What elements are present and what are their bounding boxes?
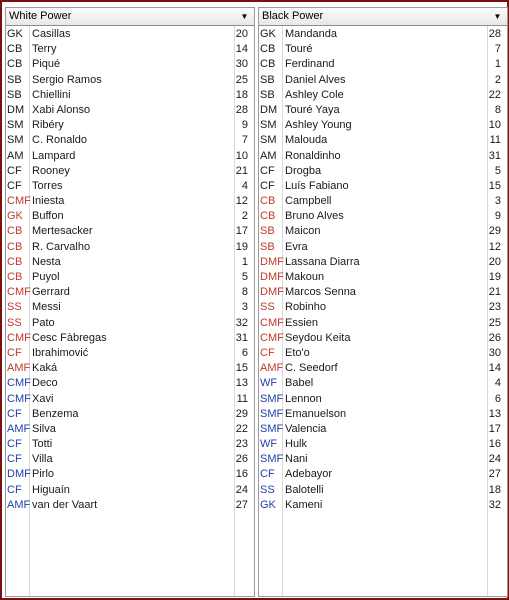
player-name: Puyol	[32, 271, 60, 283]
player-number: 29	[488, 225, 501, 238]
player-position: CB	[260, 210, 276, 223]
player-name: Adebayor	[285, 468, 333, 481]
player-row[interactable]	[259, 149, 507, 164]
player-number: 2	[241, 210, 248, 223]
player-number: 5	[241, 271, 248, 283]
player-row[interactable]	[259, 407, 507, 422]
player-position: CB	[260, 58, 276, 71]
player-position: CF	[260, 346, 275, 359]
player-number: 21	[488, 286, 501, 299]
player-name: Iniesta	[32, 195, 65, 208]
player-row[interactable]	[6, 331, 254, 346]
player-number: 8	[241, 286, 248, 299]
left-player-list	[6, 26, 254, 596]
left-team-label: White Power	[9, 10, 72, 22]
player-name: Pirlo	[32, 468, 55, 481]
player-number: 22	[235, 422, 248, 435]
player-name: Ibrahimović	[32, 346, 89, 359]
player-row[interactable]	[6, 164, 254, 179]
player-position: CF	[7, 407, 22, 420]
player-position: SS	[260, 483, 275, 496]
player-number: 26	[235, 453, 248, 466]
player-name: Lassana Diarra	[285, 255, 360, 268]
player-row[interactable]	[259, 133, 507, 148]
left-team-panel	[5, 7, 255, 597]
player-position: CMF	[7, 331, 31, 344]
player-name: Terry	[32, 43, 57, 56]
player-name: Piqué	[32, 58, 61, 71]
player-number: 13	[235, 377, 248, 390]
player-name: Ashley Cole	[285, 88, 344, 101]
player-row[interactable]	[259, 255, 507, 270]
player-row[interactable]	[6, 133, 254, 148]
player-name: Deco	[32, 377, 58, 390]
player-row[interactable]	[259, 209, 507, 224]
dropdown-arrow-icon[interactable]: ▼	[240, 12, 249, 21]
player-number: 1	[241, 255, 248, 268]
player-position: CB	[7, 225, 23, 238]
player-number: 18	[488, 483, 501, 496]
player-number: 28	[235, 103, 248, 116]
player-name: Evra	[285, 240, 308, 253]
player-row[interactable]	[6, 57, 254, 72]
player-name: Eto'o	[285, 346, 310, 359]
player-position: CMF	[7, 392, 31, 405]
player-position: CMF	[260, 331, 284, 344]
player-row[interactable]	[259, 27, 507, 42]
player-row[interactable]	[6, 270, 254, 285]
player-name: Gerrard	[32, 286, 70, 299]
player-row[interactable]	[259, 118, 507, 133]
player-number: 6	[241, 346, 248, 359]
player-row[interactable]	[6, 73, 254, 88]
player-name: Malouda	[285, 134, 328, 147]
player-name: Touré	[285, 43, 313, 56]
player-number: 22	[488, 88, 501, 101]
player-position: DM	[7, 103, 25, 116]
player-row[interactable]	[6, 194, 254, 209]
player-position: CMF	[260, 316, 284, 329]
player-name: Mandanda	[285, 28, 337, 40]
player-name: Makoun	[285, 271, 325, 283]
player-name: Lennon	[285, 392, 322, 405]
player-name: Xabi Alonso	[32, 103, 91, 116]
player-number: 20	[235, 28, 248, 40]
player-name: Sergio Ramos	[32, 73, 102, 86]
player-number: 17	[235, 225, 248, 238]
player-number: 3	[494, 195, 501, 208]
player-position: SB	[260, 88, 275, 101]
player-row[interactable]	[259, 346, 507, 361]
player-position: SM	[7, 134, 24, 147]
player-number: 30	[235, 58, 248, 71]
player-number: 23	[235, 438, 248, 451]
player-row[interactable]	[259, 331, 507, 346]
player-name: Buffon	[32, 210, 64, 223]
player-number: 8	[494, 103, 501, 116]
player-name: Maicon	[285, 225, 321, 238]
player-row[interactable]	[6, 209, 254, 224]
player-name: Balotelli	[285, 483, 324, 496]
player-row[interactable]	[6, 498, 254, 513]
player-number: 5	[494, 164, 501, 177]
player-position: CF	[7, 453, 22, 466]
player-row[interactable]	[6, 483, 254, 498]
player-row[interactable]	[259, 179, 507, 194]
player-position: CB	[260, 195, 276, 208]
player-position: DMF	[7, 468, 31, 481]
player-name: Villa	[32, 453, 53, 466]
player-number: 25	[235, 73, 248, 86]
player-row[interactable]	[6, 255, 254, 270]
player-name: Silva	[32, 422, 56, 435]
player-position: GK	[7, 210, 23, 223]
player-position: CB	[7, 255, 23, 268]
player-row[interactable]	[6, 103, 254, 118]
player-position: AMF	[260, 362, 284, 375]
player-row[interactable]	[259, 467, 507, 482]
player-row[interactable]	[259, 285, 507, 300]
player-number: 29	[235, 407, 248, 420]
player-number: 23	[488, 301, 501, 314]
player-row[interactable]	[6, 452, 254, 467]
player-name: Mertesacker	[32, 225, 93, 238]
player-row[interactable]	[259, 42, 507, 57]
player-number: 16	[488, 438, 501, 451]
left-team-select[interactable]	[6, 8, 254, 26]
player-number: 13	[488, 407, 501, 420]
player-position: SB	[260, 73, 275, 86]
player-position: SB	[260, 225, 275, 238]
player-number: 1	[494, 58, 501, 71]
player-name: Hulk	[285, 438, 308, 451]
player-position: SS	[7, 301, 22, 314]
player-number: 27	[488, 468, 501, 481]
player-position: SB	[260, 240, 275, 253]
player-number: 2	[494, 73, 501, 86]
player-name: Campbell	[285, 195, 332, 208]
player-number: 15	[488, 179, 501, 192]
player-number: 6	[494, 392, 501, 405]
player-position: GK	[260, 28, 276, 40]
right-player-list	[259, 26, 507, 596]
player-name: Babel	[285, 377, 314, 390]
player-position: CB	[7, 240, 23, 253]
player-position: CF	[260, 468, 275, 481]
player-position: SS	[7, 316, 22, 329]
player-number: 30	[488, 346, 501, 359]
player-position: SB	[7, 88, 22, 101]
player-position: SB	[7, 73, 22, 86]
left-player-rows	[6, 27, 254, 513]
player-row[interactable]	[6, 316, 254, 331]
player-row[interactable]	[259, 361, 507, 376]
player-name: Essien	[285, 316, 319, 329]
player-name: Cesc Fàbregas	[32, 331, 107, 344]
player-name: Xavi	[32, 392, 54, 405]
right-player-rows	[259, 27, 507, 513]
player-row[interactable]	[6, 422, 254, 437]
player-position: AM	[7, 149, 24, 162]
player-position: CF	[7, 164, 22, 177]
player-name: Lampard	[32, 149, 76, 162]
player-position: DM	[260, 103, 278, 116]
player-position: SMF	[260, 392, 284, 405]
player-number: 28	[488, 28, 501, 40]
player-position: CMF	[7, 286, 31, 299]
player-number: 24	[488, 453, 501, 466]
player-name: Marcos Senna	[285, 286, 356, 299]
player-position: CB	[7, 58, 23, 71]
player-name: van der Vaart	[32, 498, 98, 511]
player-position: WF	[260, 377, 278, 390]
player-name: Robinho	[285, 301, 326, 314]
player-number: 19	[488, 271, 501, 283]
player-name: Casillas	[32, 28, 71, 40]
player-row[interactable]	[259, 194, 507, 209]
player-name: Torres	[32, 179, 63, 192]
player-number: 10	[488, 119, 501, 132]
player-number: 32	[235, 316, 248, 329]
player-name: Benzema	[32, 407, 79, 420]
player-position: AMF	[7, 362, 31, 375]
player-number: 16	[235, 468, 248, 481]
player-row[interactable]	[259, 300, 507, 315]
player-row[interactable]	[259, 452, 507, 467]
player-number: 32	[488, 498, 501, 511]
player-position: AM	[260, 149, 277, 162]
player-number: 25	[488, 316, 501, 329]
player-name: Totti	[32, 438, 53, 451]
player-position: SMF	[260, 407, 284, 420]
player-position: CB	[7, 271, 23, 283]
player-name: Seydou Keita	[285, 331, 351, 344]
player-number: 17	[488, 422, 501, 435]
player-row[interactable]	[6, 27, 254, 42]
player-position: AMF	[7, 498, 31, 511]
player-number: 14	[235, 43, 248, 56]
player-name: Drogba	[285, 164, 322, 177]
player-number: 12	[235, 195, 248, 208]
player-position: SMF	[260, 422, 284, 435]
player-number: 24	[235, 483, 248, 496]
player-row[interactable]	[6, 149, 254, 164]
player-name: C. Ronaldo	[32, 134, 88, 147]
player-position: SMF	[260, 453, 284, 466]
player-name: Daniel Alves	[285, 73, 346, 86]
player-name: Kaká	[32, 362, 58, 375]
player-row[interactable]	[259, 88, 507, 103]
player-name: Chiellini	[32, 88, 71, 101]
player-name: Pato	[32, 316, 55, 329]
player-row[interactable]	[259, 392, 507, 407]
player-row[interactable]	[259, 437, 507, 452]
player-row[interactable]	[259, 103, 507, 118]
dropdown-arrow-icon[interactable]: ▼	[493, 12, 502, 21]
player-name: Valencia	[285, 422, 327, 435]
player-row[interactable]	[6, 300, 254, 315]
player-name: Nani	[285, 453, 308, 466]
player-row[interactable]	[6, 346, 254, 361]
player-position: AMF	[7, 422, 31, 435]
player-position: CF	[260, 164, 275, 177]
player-number: 4	[241, 179, 248, 192]
player-row[interactable]	[259, 498, 507, 513]
player-number: 31	[235, 331, 248, 344]
player-position: SS	[260, 301, 275, 314]
player-number: 21	[235, 164, 248, 177]
player-position: SM	[260, 134, 277, 147]
player-number: 12	[488, 240, 501, 253]
player-row[interactable]	[6, 42, 254, 57]
player-number: 11	[236, 392, 248, 405]
player-number: 4	[494, 377, 501, 390]
player-number: 3	[241, 301, 248, 314]
player-position: WF	[260, 438, 278, 451]
player-position: SM	[260, 119, 277, 132]
player-number: 26	[488, 331, 501, 344]
player-row[interactable]	[259, 224, 507, 239]
player-position: CF	[7, 483, 22, 496]
player-name: Emanuelson	[285, 407, 347, 420]
player-position: CF	[7, 438, 22, 451]
player-row[interactable]	[259, 316, 507, 331]
player-position: DMF	[260, 286, 284, 299]
player-name: R. Carvalho	[32, 240, 91, 253]
player-row[interactable]	[259, 270, 507, 285]
player-name: Rooney	[32, 164, 70, 177]
player-number: 14	[488, 362, 501, 375]
player-row[interactable]	[6, 376, 254, 391]
player-position: GK	[260, 498, 276, 511]
player-number: 9	[241, 119, 248, 132]
player-name: Higuaín	[32, 483, 70, 496]
player-row[interactable]	[259, 240, 507, 255]
player-number: 7	[494, 43, 501, 56]
player-name: Ronaldinho	[285, 149, 341, 162]
player-position: GK	[7, 28, 23, 40]
player-row[interactable]	[6, 467, 254, 482]
player-number: 11	[489, 134, 501, 147]
right-team-select[interactable]	[259, 8, 507, 26]
player-name: Messi	[32, 301, 61, 314]
player-position: CF	[260, 179, 275, 192]
player-row[interactable]	[6, 88, 254, 103]
player-name: Kameni	[285, 498, 323, 511]
player-position: CMF	[7, 377, 31, 390]
player-row[interactable]	[6, 407, 254, 422]
player-number: 27	[235, 498, 248, 511]
player-row[interactable]	[6, 224, 254, 239]
player-position: CF	[7, 179, 22, 192]
player-number: 31	[488, 149, 501, 162]
player-name: Nesta	[32, 255, 61, 268]
player-position: CF	[7, 346, 22, 359]
player-row[interactable]	[6, 179, 254, 194]
player-name: Touré Yaya	[285, 103, 340, 116]
player-name: Ribéry	[32, 119, 64, 132]
player-position: DMF	[260, 271, 284, 283]
player-name: Ashley Young	[285, 119, 352, 132]
player-row[interactable]	[6, 361, 254, 376]
player-number: 10	[235, 149, 248, 162]
player-row[interactable]	[6, 437, 254, 452]
player-number: 9	[494, 210, 501, 223]
player-row[interactable]	[6, 285, 254, 300]
player-row[interactable]	[259, 422, 507, 437]
player-row[interactable]	[6, 392, 254, 407]
player-row[interactable]	[6, 118, 254, 133]
player-position: CB	[260, 43, 276, 56]
player-number: 19	[235, 240, 248, 253]
player-number: 15	[235, 362, 248, 375]
player-name: Luís Fabiano	[285, 179, 349, 192]
player-number: 7	[241, 134, 248, 147]
player-position: CB	[7, 43, 23, 56]
player-name: Bruno Alves	[285, 210, 344, 223]
right-team-label: Black Power	[262, 10, 324, 22]
player-number: 18	[235, 88, 248, 101]
player-row[interactable]	[259, 483, 507, 498]
player-row[interactable]	[259, 376, 507, 391]
player-position: CMF	[7, 195, 31, 208]
player-position: SM	[7, 119, 24, 132]
player-name: Ferdinand	[285, 58, 335, 71]
player-row[interactable]	[259, 73, 507, 88]
player-position: DMF	[260, 255, 284, 268]
player-row[interactable]	[259, 164, 507, 179]
player-number: 20	[488, 255, 501, 268]
player-row[interactable]	[6, 240, 254, 255]
right-team-panel	[258, 7, 508, 597]
player-row[interactable]	[259, 57, 507, 72]
player-name: C. Seedorf	[285, 362, 338, 375]
